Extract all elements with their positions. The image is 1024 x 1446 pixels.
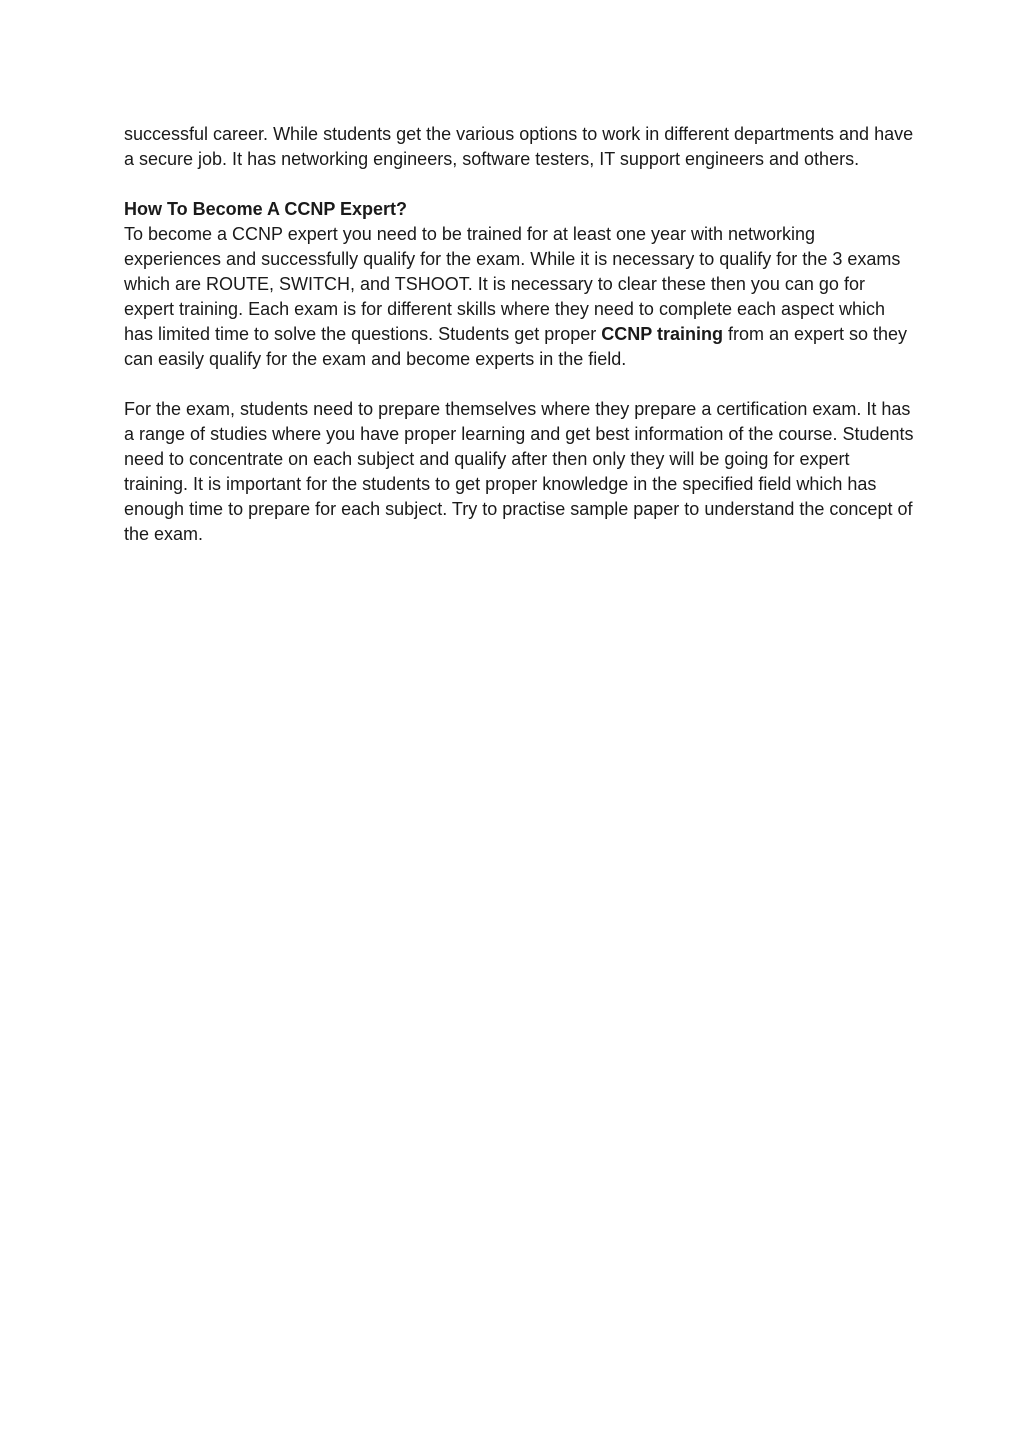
section-paragraph xyxy=(124,222,914,372)
document-page xyxy=(124,122,914,547)
intro-paragraph: successful career. While students get the various options to work in different departments and have a secure job. It has networking engineers, software testers, IT support engineers and others. xyxy=(124,124,914,169)
section-paragraph-text-start: To become a CCNP expert you need to be trained for at least one year with networking experiences and successfully qualify for the exam. While it is necessary to qualify for the 3 exams which are ROUTE, SWITCH, and TSHOOT. It is necessary to clear these then you can go for expert training. Each exam is for different skills where they need to complete each aspect which has limited time to solve the questions. Students get proper xyxy=(124,224,901,344)
section-paragraph-text-end: from an expert so they can easily qualify for the exam and become experts in the field. xyxy=(124,324,908,369)
ccnp-training-bold-text: CCNP training xyxy=(601,324,723,344)
closing-paragraph: For the exam, students need to prepare themselves where they prepare a certification exam. It has a range of studies where you have proper learning and get best information of the course. Students need to concentrate on each subject and qualify after then only they will be going for expert training. It is important for the students to get proper knowledge in the specified field which has enough time to prepare for each subject. Try to practise sample paper to understand the concept of the exam. xyxy=(124,399,914,544)
section-heading: How To Become A CCNP Expert? xyxy=(124,199,408,219)
paragraph-spacer xyxy=(124,172,914,197)
paragraph-spacer xyxy=(124,372,914,397)
